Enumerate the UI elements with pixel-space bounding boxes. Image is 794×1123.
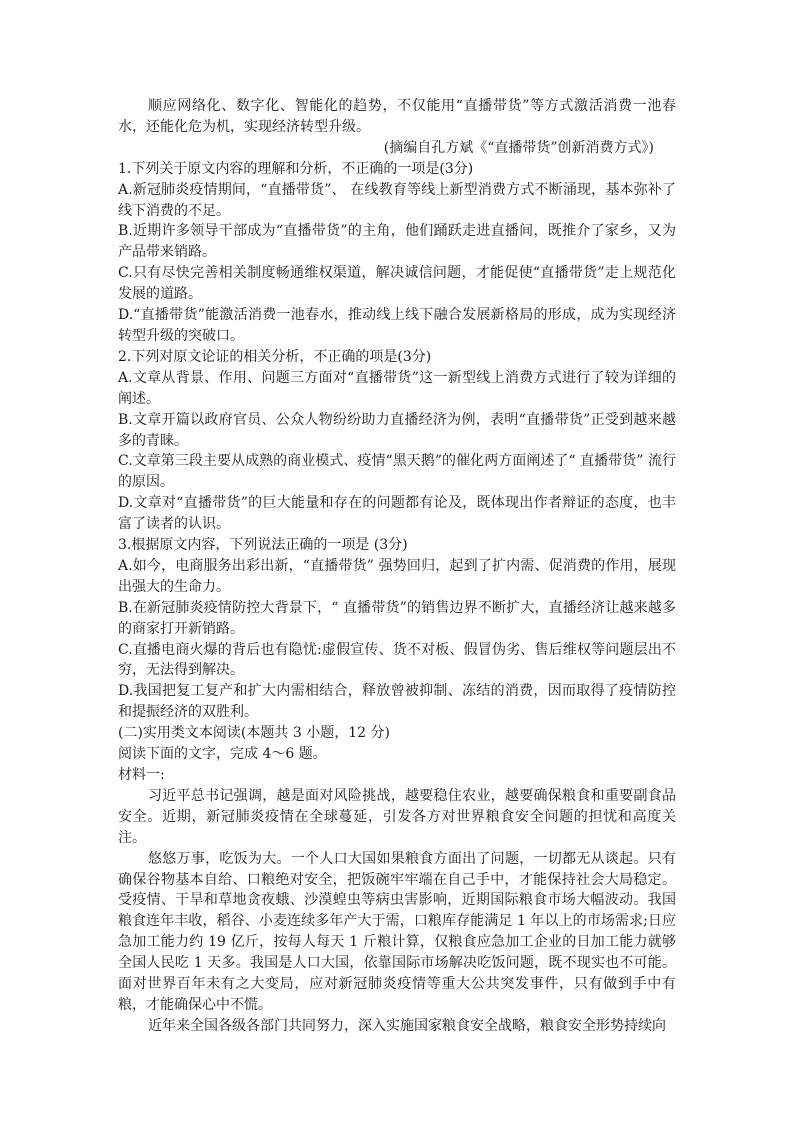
material-paragraph-3: 近年来全国各级各部门共同努力，深入实施国家粮食安全战略，粮食安全形势持续向 xyxy=(148,1017,666,1034)
document-body xyxy=(118,96,676,1037)
intro-paragraph: 顺应网络化、数字化、智能化的趋势，不仅能用“直播带货”等方式激活消费一池春水，还能化危为机，实现经济转型升级。 xyxy=(118,98,676,135)
section-heading: (二)实用类文本阅读(本题共 3 小题，12 分) xyxy=(118,725,390,742)
section-instruction: 阅读下面的文字，完成 4～6 题。 xyxy=(118,746,327,763)
source-citation: (摘编自孔方斌《“直播带货”创新消费方式》) xyxy=(383,139,654,156)
question-1-stem: 1.下列关于原文内容的理解和分析，不正确的一项是(3分) xyxy=(118,160,474,177)
question-2-option-a: A.文章从背景、作用、问题三方面对“直播带货”这一新型线上消费方式进行了较为详细的阐述。 xyxy=(118,369,676,407)
question-3-stem: 3.根据原文内容，下列说法正确的一项是 (3分) xyxy=(118,537,408,554)
question-2-stem: 2.下列对原文论证的相关分析，不正确的项是(3分) xyxy=(118,348,432,365)
material-paragraph-2: 悠悠万事，吃饭为大。一个人口大国如果粮食方面出了问题，一切都无从谈起。只有确保谷物基本自给、口粮绝对安全，把饭碗牢牢端在自己手中，才能保持社会大局稳定。受疫情、干旱和草地贪夜蛾、沙漠蝗虫等病虫害影响，近期国际粮食市场大幅波动。我国粮食连年丰收，稻谷、小麦连续多年产大于需，口粮库存能满足 1 年以上的市场需求;日应急加工能力约 19 亿斤，按每人每天 1 斤粮计算，仅粮食应急加工企业的日加工能力就够全国人民吃 1 天多。我国是人口大国，依靠国际市场解决吃饭问题，既不现实也不可能。面对世界百年未有之大变局，应对新冠肺炎疫情等重大公共突发事件，只有做到手中有粮，才能确保心中不慌。 xyxy=(118,850,676,1013)
question-3-option-b: B.在新冠肺炎疫情防控大背景下，“ 直播带货”的销售边界不断扩大，直播经济让越来越多的商家打开新销路。 xyxy=(118,599,676,637)
question-1-option-c: C.只有尽快完善相关制度畅通维权渠道，解决诚信问题，才能促使“直播带货”走上规范化发展的道路。 xyxy=(118,265,676,303)
question-3-option-c: C.直播电商火爆的背后也有隐忧:虚假宣传、货不对板、假冒伪劣、售后维权等问题层出不穷，无法得到解决。 xyxy=(118,641,676,679)
material-label: 材料一: xyxy=(118,767,165,783)
question-3-option-a: A.如今，电商服务出彩出新，“直播带货” 强势回归，起到了扩内需、促消费的作用，展现出强大的生命力。 xyxy=(118,557,676,595)
question-2-option-c: C.文章第三段主要从成熟的商业模式、疫情“黑天鹅”的催化两方面阐述了“ 直播带货” 流行的原因。 xyxy=(118,453,676,491)
question-1-option-b: B.近期许多领导干部成为“直播带货”的主角，他们踊跃走进直播间，既推介了家乡，又为产品带来销路。 xyxy=(118,223,676,261)
question-2-option-d: D.文章对“直播带货”的巨大能量和存在的问题都有论及，既体现出作者辩证的态度，也丰富了读者的认识。 xyxy=(118,495,676,533)
question-1-option-d: D.“直播带货”能激活消费一池春水，推动线上线下融合发展新格局的形成，成为实现经济转型升级的突破口。 xyxy=(118,307,676,344)
question-2-option-b: B.文章开篇以政府官员、公众人物纷纷助力直播经济为例，表明“直播带货”正受到越来越多的青睐。 xyxy=(118,411,676,449)
question-3-option-d: D.我国把复工复产和扩大内需相结合，释放曾被抑制、冻结的消费，因而取得了疫情防控和提振经济的双胜利。 xyxy=(118,683,676,721)
material-paragraph-1: 习近平总书记强调，越是面对风险挑战，越要稳住农业，越要确保粮食和重要副食品安全。近期，新冠肺炎疫情在全球蔓延，引发各方对世界粮食安全问题的担忧和高度关注。 xyxy=(118,787,676,846)
question-1-option-a: A.新冠肺炎疫情期间，“直播带货”、 在线教育等线上新型消费方式不断涌现，基本弥补了线下消费的不足。 xyxy=(118,181,676,219)
